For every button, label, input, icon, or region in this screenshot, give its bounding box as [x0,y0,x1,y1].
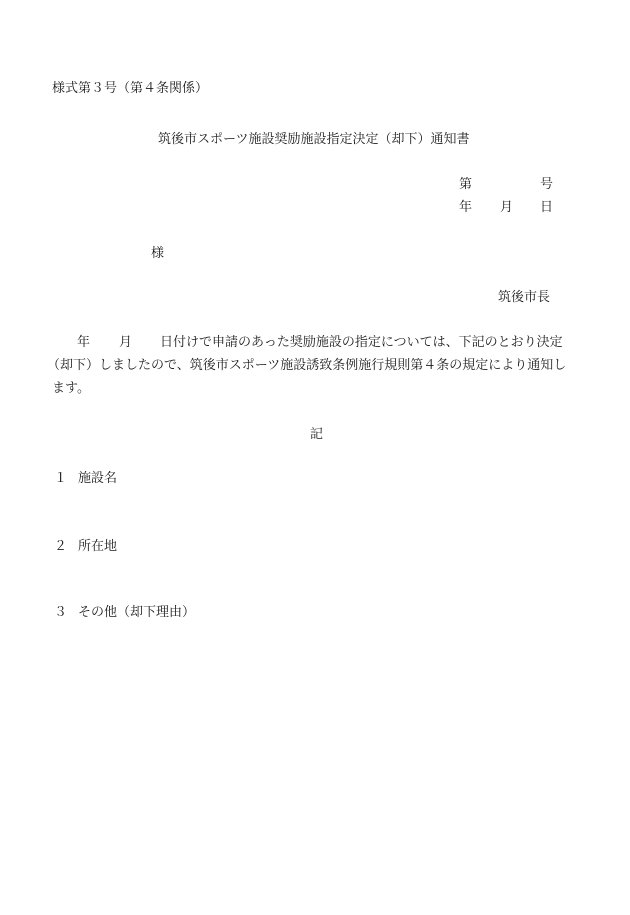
item-label: その他（却下理由） [78,605,196,620]
item-number: １ [54,471,68,486]
body-paragraph-line-1 [56,334,616,352]
date-year-label: 年 [459,200,473,215]
recipient-honorific: 様 [151,246,165,261]
sender-name: 筑後市長 [498,290,551,305]
body-line-1-text: 日付けで申請のあった奨励施設の指定については、下記のとおり決定 [160,335,563,350]
form-number: 様式第３号（第４条関係） [52,81,209,96]
list-item [0,470,630,488]
body-paragraph-line-2: （却下）しましたので、筑後市スポーツ施設誘致条例施行規則第４条の規定により通知し [47,358,567,373]
item-label: 所在地 [78,539,118,554]
item-label: 施設名 [78,471,118,486]
date-month-label: 月 [500,200,514,215]
item-number: ３ [54,605,68,620]
issue-number-suffix: 号 [540,177,554,192]
ki-heading: 記 [310,427,324,442]
document-title: 筑後市スポーツ施設奨励施設指定決定（却下）通知書 [158,132,470,147]
list-item [0,604,630,622]
item-number: ２ [54,539,68,554]
body-year-label: 年 [77,335,91,350]
body-paragraph-line-3: ます。 [52,381,90,396]
date-day-label: 日 [540,200,554,215]
issue-number-prefix: 第 [459,177,473,192]
body-month-label: 月 [119,335,133,350]
list-item [0,538,630,556]
